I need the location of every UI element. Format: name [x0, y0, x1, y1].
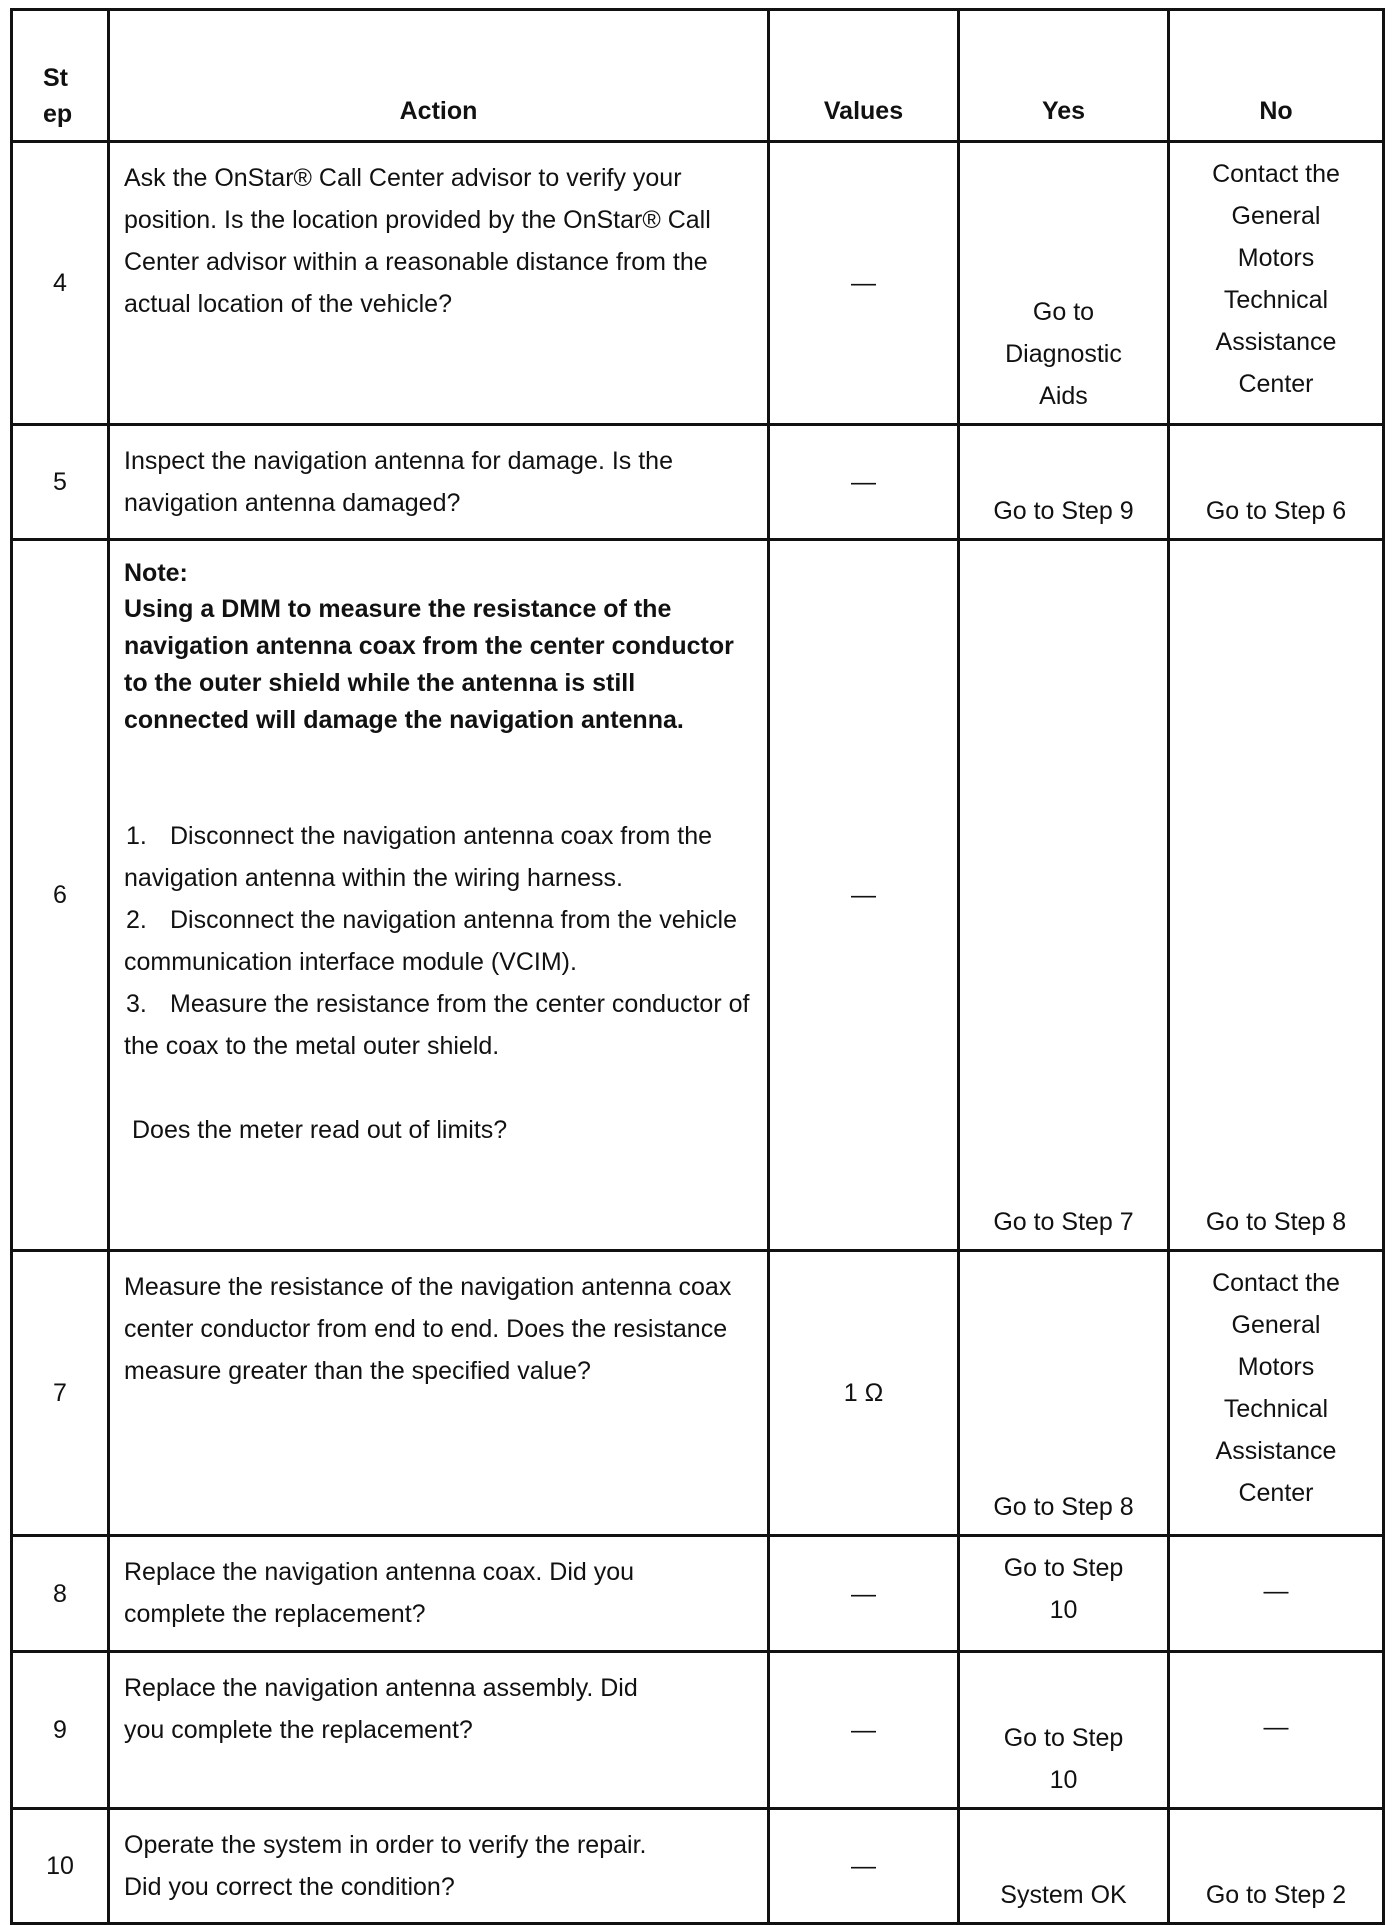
action-text: Operate the system in order to verify the repair. Did you correct the condition? [109, 1809, 769, 1924]
no-cell: — [1169, 1652, 1384, 1809]
note-title: Note: [124, 559, 188, 587]
action-text [109, 540, 769, 1251]
no-header: No [1169, 10, 1384, 142]
question-text: Does the meter read out of limits? [132, 1116, 508, 1144]
yes-cell: Go to Step 8 [959, 1251, 1169, 1536]
no-cell: Go to Step 2 [1169, 1809, 1384, 1924]
action-text: Inspect the navigation antenna for damage. Is the navigation antenna damaged? [109, 425, 769, 540]
no-cell: Contact the General Motors Technical Assistance Center [1169, 1251, 1384, 1536]
table-row [12, 540, 1384, 1251]
list-item: 1. Disconnect the navigation antenna coax from the navigation antenna within the wiring harness. [124, 822, 713, 892]
values-cell: — [769, 1536, 959, 1652]
diagnostic-table [10, 8, 1385, 1925]
list-item: 2. Disconnect the navigation antenna from the vehicle communication interface module (VCIM). [124, 906, 738, 976]
yes-header: Yes [959, 10, 1169, 142]
step-number: 7 [12, 1251, 109, 1536]
step-number: 10 [12, 1809, 109, 1924]
values-header: Values [769, 10, 959, 142]
no-cell: Go to Step 8 [1169, 540, 1384, 1251]
step-number: 4 [12, 142, 109, 425]
values-cell: 1 Ω [769, 1251, 959, 1536]
values-cell: — [769, 1652, 959, 1809]
step-header: St ep [12, 10, 109, 142]
procedure-list [124, 815, 753, 1067]
step-number: 5 [12, 425, 109, 540]
table-row [12, 1536, 1384, 1652]
no-cell: Contact the General Motors Technical Assistance Center [1169, 142, 1384, 425]
table-row [12, 1809, 1384, 1924]
yes-cell: Go to Step 7 [959, 540, 1169, 1251]
header-row [12, 10, 1384, 142]
action-text: Replace the navigation antenna coax. Did you complete the replacement? [109, 1536, 769, 1652]
step-number: 8 [12, 1536, 109, 1652]
table-row [12, 425, 1384, 540]
values-cell: — [769, 425, 959, 540]
yes-cell: Go to Diagnostic Aids [959, 142, 1169, 425]
yes-cell: Go to Step 10 [959, 1536, 1169, 1652]
values-cell: — [769, 1809, 959, 1924]
yes-cell: Go to Step 9 [959, 425, 1169, 540]
no-cell: Go to Step 6 [1169, 425, 1384, 540]
yes-cell: System OK [959, 1809, 1169, 1924]
table-row [12, 1251, 1384, 1536]
values-cell: — [769, 540, 959, 1251]
note-body: Using a DMM to measure the resistance of the navigation antenna coax from the center conductor to the outer shield while the antenna is still connected will damage the navigation antenna. [124, 595, 734, 734]
action-text: Measure the resistance of the navigation antenna coax center conductor from end to end. Does the resistance measure greater than the specified value? [109, 1251, 769, 1536]
list-item: 3. Measure the resistance from the center conductor of the coax to the metal outer shield. [124, 990, 750, 1060]
table-row [12, 142, 1384, 425]
step-number: 6 [12, 540, 109, 1251]
action-text: Ask the OnStar® Call Center advisor to verify your position. Is the location provided by the OnStar® Call Center advisor within a reasonable distance from the actual location of the vehicle? [109, 142, 769, 425]
no-cell: — [1169, 1536, 1384, 1652]
table-row [12, 1652, 1384, 1809]
action-text: Replace the navigation antenna assembly. Did you complete the replacement? [109, 1652, 769, 1809]
yes-cell: Go to Step 10 [959, 1652, 1169, 1809]
values-cell: — [769, 142, 959, 425]
action-header: Action [109, 10, 769, 142]
step-number: 9 [12, 1652, 109, 1809]
